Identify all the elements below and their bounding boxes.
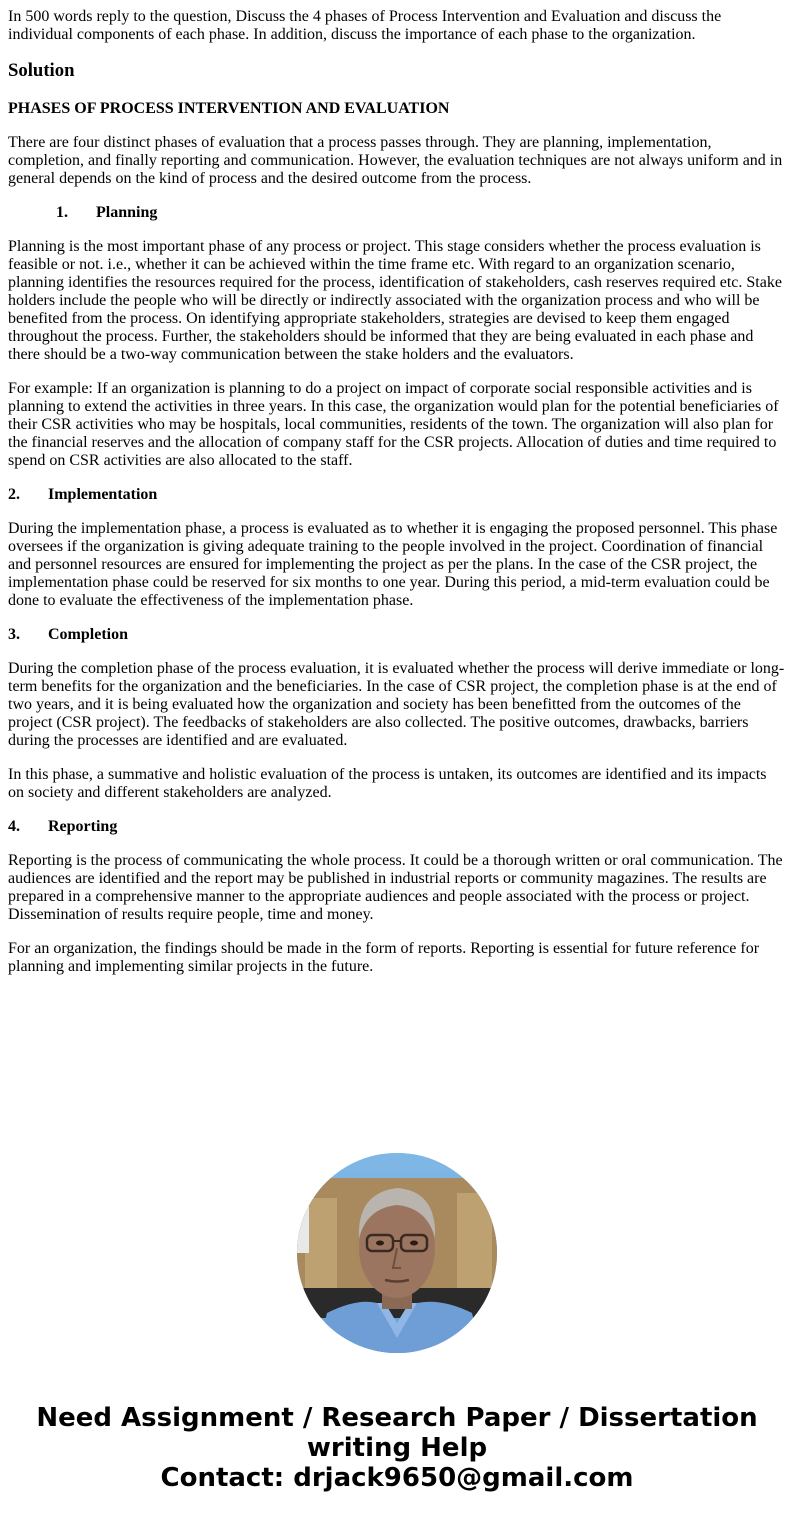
- phase-heading-reporting: [8, 818, 786, 836]
- promo-line-2: writing Help: [306, 1433, 488, 1463]
- intro-paragraph: There are four distinct phases of evaluation that a process passes through. They are planning, implementation, completion, and finally reporting and communication. However, the evaluation techniques are not always uniform and in general depends on the kind of process and the desired outcome from the process.: [8, 134, 783, 187]
- promo-text: [0, 1403, 794, 1493]
- section-title: PHASES OF PROCESS INTERVENTION AND EVALUATION: [8, 100, 450, 117]
- phase-number: 3.: [8, 626, 20, 643]
- phase-title: Reporting: [48, 818, 118, 835]
- phase-title: Completion: [48, 626, 128, 643]
- phase-number: 4.: [8, 818, 20, 835]
- implementation-paragraph-1: During the implementation phase, a process is evaluated as to whether it is engaging the proposed personnel. This phase oversees if the organization is giving adequate training to the people involved in the project. Coordination of financial and personnel resources are ensured for implementing the project as per the plans. In the case of the CSR project, the implementation phase could be reserved for six months to one year. During this period, a mid-term evaluation could be done to evaluate the effectiveness of the implementation phase.: [8, 520, 778, 609]
- completion-paragraph-1: During the completion phase of the process evaluation, it is evaluated whether the process will derive immediate or long-term benefits for the organization and the beneficiaries. In the case of CSR project, the completion phase is at the end of two years, and it is being evaluated how the organization and society has been benefitted from the outcomes of the project (CSR project). The feedbacks of stakeholders are also collected. The positive outcomes, drawbacks, barriers during the processes are identified and are evaluated.: [8, 660, 785, 749]
- person-photo-icon: [297, 1153, 497, 1353]
- reporting-paragraph-1: Reporting is the process of communicating the whole process. It could be a thorough written or oral communication. The audiences are identified and the report may be published in industrial reports or community magazines. The results are prepared in a comprehensive manner to the appropriate audiences and people associated with the process or project. Dissemination of results require people, time and money.: [8, 852, 783, 923]
- question-text: In 500 words reply to the question, Discuss the 4 phases of Process Intervention and Evaluation and discuss the individual components of each phase. In addition, discuss the importance of each phase to the organization.: [8, 8, 722, 43]
- planning-paragraph-2: For example: If an organization is planning to do a project on impact of corporate social responsible activities and is planning to extend the activities in three years. In this case, the organization would plan for the potential beneficiaries of their CSR activities who may be hospitals, local communities, residents of the town. The organization will also plan for the financial reserves and the allocation of company staff for the CSR projects. Allocation of duties and time required to spend on CSR activities are also allocated to the staff.: [8, 380, 779, 469]
- phase-number: 1.: [56, 204, 68, 221]
- phase-heading-planning: [8, 204, 786, 222]
- phase-title: Planning: [96, 204, 158, 221]
- phase-title: Implementation: [48, 486, 158, 503]
- promo-contact: Contact: drjack9650@gmail.com: [160, 1463, 634, 1493]
- promo-banner: [0, 1153, 794, 1493]
- planning-paragraph-1: Planning is the most important phase of any process or project. This stage considers whether the process evaluation is feasible or not. i.e., whether it can be achieved within the time frame etc. With regard to an organization scenario, planning identifies the resources required for the process, identification of stakeholders, cash reserves required etc. Stake holders include the people who will be directly or indirectly associated with the organization process and who will be benefited from the process. On identifying appropriate stakeholders, strategies are devised to keep them engaged throughout the process. Further, the stakeholders should be informed that they are being evaluated in each phase and there should be a two-way communication between the stake holders and the evaluators.: [8, 238, 782, 363]
- phase-heading-completion: [8, 626, 786, 644]
- avatar: [297, 1153, 497, 1353]
- completion-paragraph-2: In this phase, a summative and holistic evaluation of the process is untaken, its outcomes are identified and its impacts on society and different stakeholders are analyzed.: [8, 766, 767, 801]
- document-body: [8, 8, 786, 992]
- reporting-paragraph-2: For an organization, the findings should be made in the form of reports. Reporting is essential for future reference for planning and implementing similar projects in the future.: [8, 940, 760, 975]
- promo-line-1: Need Assignment / Research Paper / Dissertation: [36, 1403, 758, 1433]
- phase-heading-implementation: [8, 486, 786, 504]
- phase-number: 2.: [8, 486, 20, 503]
- solution-heading: Solution: [8, 60, 75, 81]
